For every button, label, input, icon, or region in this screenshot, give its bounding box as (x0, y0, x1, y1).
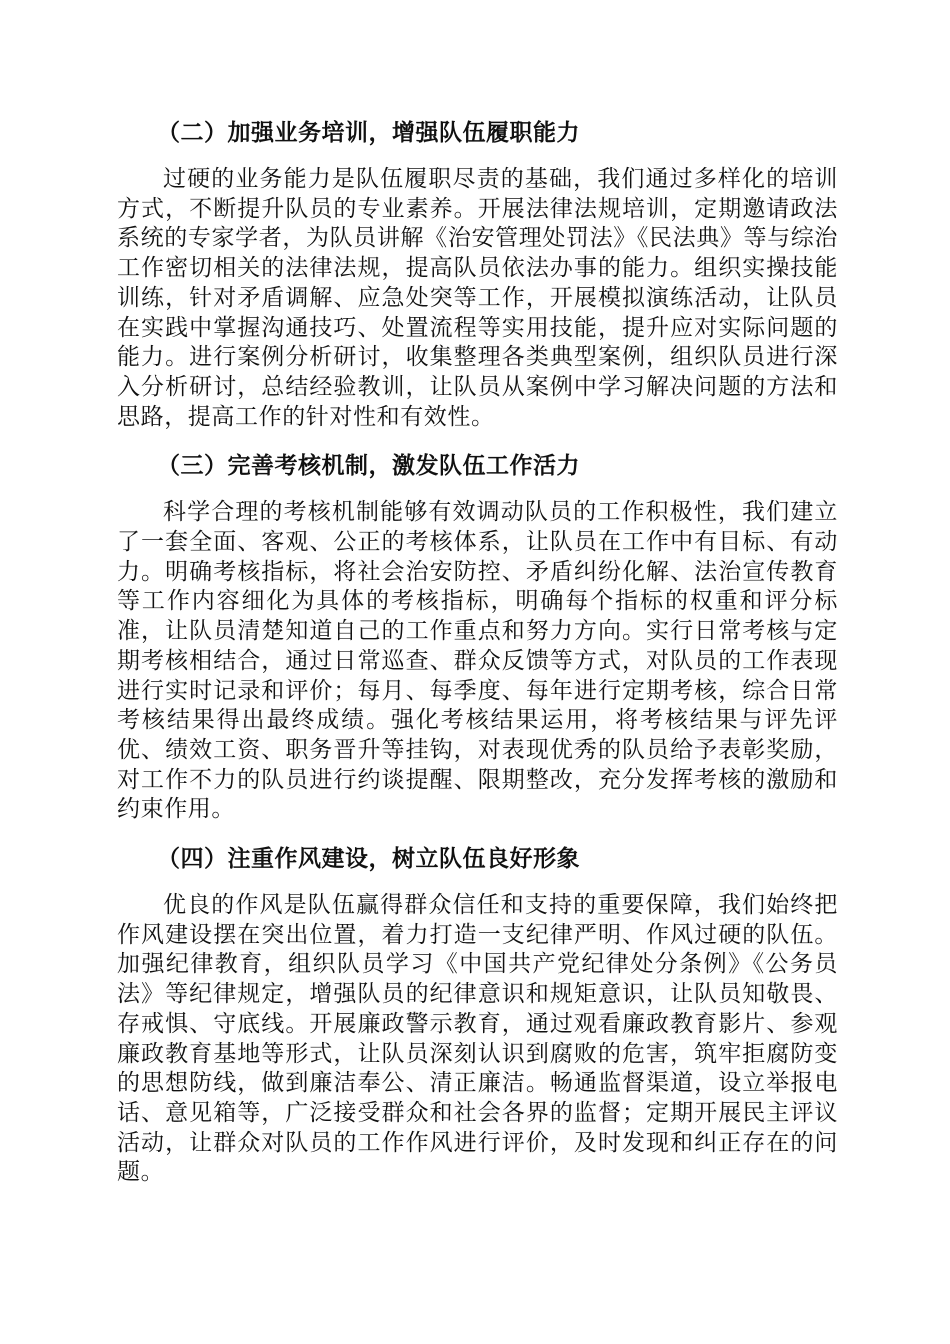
section-paragraph-4: 优良的作风是队伍赢得群众信任和支持的重要保障，我们始终把作风建设摆在突出位置，着力打造一支纪律严明、作风过硬的队伍。加强纪律教育，组织队员学习《中国共产党纪律处分条例》《公务员法》等纪律规定，增强队员的纪律意识和规矩意识，让队员知敬畏、存戒惧、守底线。开展廉政警示教育，通过观看廉政教育影片、参观廉政教育基地等形式，让队员深刻认识到腐败的危害，筑牢拒腐防变的思想防线，做到廉洁奉公、清正廉洁。畅通监督渠道，设立举报电话、意见箱等，广泛接受群众和社会各界的监督；定期开展民主评议活动，让群众对队员的工作作风进行评价，及时发现和纠正存在的问题。 (117, 892, 838, 1186)
section-heading-2: （二）加强业务培训，增强队伍履职能力 (157, 120, 580, 146)
section-heading-4: （四）注重作风建设，树立队伍良好形象 (157, 846, 580, 873)
section-paragraph-3: 科学合理的考核机制能够有效调动队员的工作积极性，我们建立了一套全面、客观、公正的考核体系，让队员在工作中有目标、有动力。明确考核指标，将社会治安防控、矛盾纠纷化解、法治宣传教育等工作内容细化为具体的考核指标，明确每个指标的权重和评分标准，让队员清楚知道自己的工作重点和努力方向。实行日常考核与定期考核相结合，通过日常巡查、群众反馈等方式，对队员的工作表现进行实时记录和评价；每月、每季度、每年进行定期考核，综合日常考核结果得出最终成绩。强化考核结果运用，将考核结果与评先评优、绩效工资、职务晋升等挂钩，对表现优秀的队员给予表彰奖励，对工作不力的队员进行约谈提醒、限期整改，充分发挥考核的激励和约束作用。 (117, 499, 838, 823)
section-heading-3: （三）完善考核机制，激发队伍工作活力 (157, 453, 580, 480)
section-paragraph-2: 过硬的业务能力是队伍履职尽责的基础，我们通过多样化的培训方式，不断提升队员的专业素养。开展法律法规培训，定期邀请政法系统的专家学者，为队员讲解《治安管理处罚法》《民法典》等与综治工作密切相关的法律法规，提高队员依法办事的能力。组织实操技能训练，针对矛盾调解、应急处突等工作，开展模拟演练活动，让队员在实践中掌握沟通技巧、处置流程等实用技能，提升应对实际问题的能力。进行案例分析研讨，收集整理各类典型案例，组织队员进行深入分析研讨，总结经验教训，让队员从案例中学习解决问题的方法和思路，提高工作的针对性和有效性。 (117, 166, 838, 430)
